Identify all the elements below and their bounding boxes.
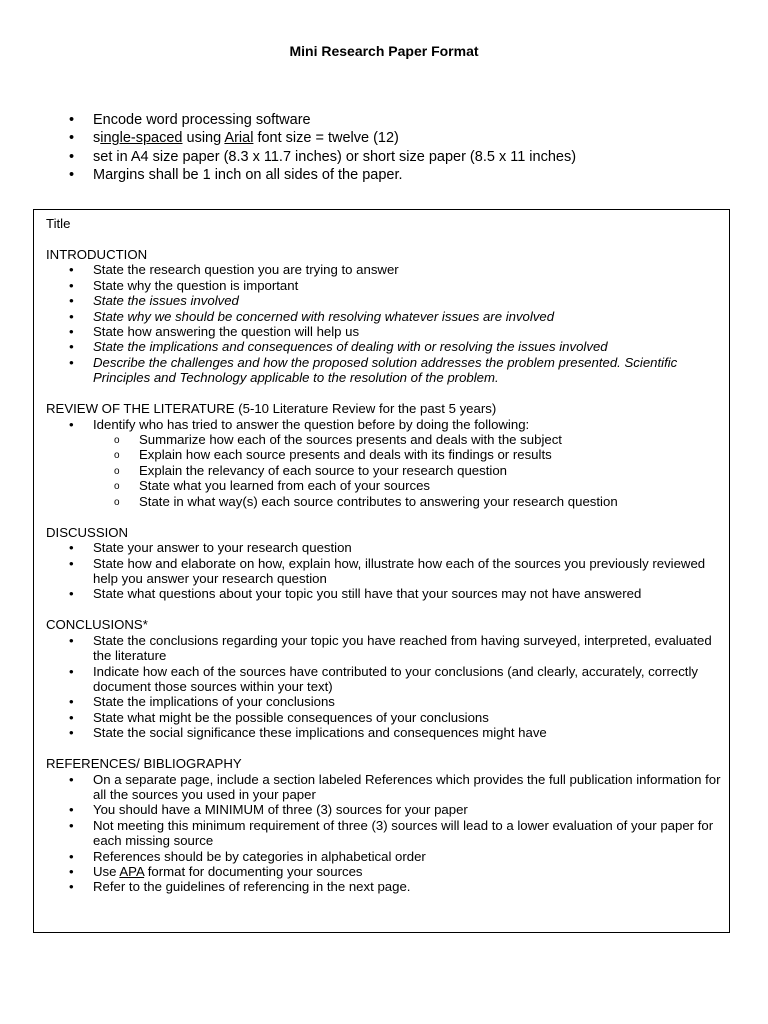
sub-list-item: o Summarize how each of the sources presents and deals with the subject — [46, 432, 721, 447]
section-heading-literature: REVIEW OF THE LITERATURE (5-10 Literature Review for the past 5 years) — [46, 401, 497, 417]
outline-box — [33, 209, 730, 933]
text-run: font size = twelve (12) — [253, 130, 399, 147]
format-requirements-list — [66, 111, 576, 184]
literature-list — [46, 417, 721, 509]
document-title: Mini Research Paper Format — [289, 43, 479, 59]
sub-list-item: o Explain how each source presents and deals with its findings or results — [46, 447, 721, 462]
list-item-text: Identify who has tried to answer the question before by doing the following: — [93, 416, 530, 432]
list-item: • State the implications of your conclusions — [46, 694, 721, 709]
sub-list-item: o State in what way(s) each source contributes to answering your research question — [46, 494, 721, 509]
conclusions-list — [46, 633, 721, 741]
text-run: Use — [93, 864, 120, 879]
list-item: • On a separate page, include a section labeled References which provides the full publication information for all the sources you used in your paper — [46, 772, 721, 803]
list-item — [46, 417, 721, 509]
list-item: • Describe the challenges and how the proposed solution addresses the problem presented. Scientific Principles and Technology applicable to the resolution of the problem. — [46, 355, 721, 386]
list-item: • set in A4 size paper (8.3 x 11.7 inches) or short size paper (8.5 x 11 inches) — [66, 148, 576, 166]
section-heading-introduction: INTRODUCTION — [46, 247, 148, 262]
sub-list-item: o Explain the relevancy of each source to your research question — [46, 463, 721, 478]
list-item — [46, 864, 721, 879]
underlined-text: APA — [119, 864, 145, 879]
list-item: • You should have a MINIMUM of three (3) sources for your paper — [46, 802, 721, 817]
outline-content — [46, 216, 721, 895]
list-item: • Encode word processing software — [66, 111, 576, 129]
list-item: • State why we should be concerned with resolving whatever issues are involved — [46, 309, 721, 324]
list-item: • Margins shall be 1 inch on all sides of the paper. — [66, 166, 576, 184]
literature-sublist — [93, 432, 721, 509]
list-item: • Not meeting this minimum requirement of three (3) sources will lead to a lower evaluation of your paper for each missing source — [46, 818, 721, 849]
section-heading-references: REFERENCES/ BIBLIOGRAPHY — [46, 756, 242, 772]
list-item: • State how answering the question will help us — [46, 324, 721, 339]
list-item: • State how and elaborate on how, explain how, illustrate how each of the sources you previously reviewed help you answer your research question — [46, 556, 721, 587]
text-run: format for documenting your sources — [144, 864, 363, 879]
text-run: s — [93, 130, 101, 147]
title-label: Title — [46, 216, 71, 231]
list-item: • State the implications and consequences of dealing with or resolving the issues involved — [46, 339, 721, 354]
list-item: • State what questions about your topic you still have that your sources may not have answered — [46, 586, 721, 601]
section-heading-discussion: DISCUSSION — [46, 524, 129, 540]
list-item: • State the research question you are trying to answer — [46, 262, 721, 277]
list-item: • State the social significance these implications and consequences might have — [46, 725, 721, 740]
list-item: • State why the question is important — [46, 278, 721, 293]
sub-list-item: o State what you learned from each of your sources — [46, 478, 721, 493]
section-heading-conclusions: CONCLUSIONS* — [46, 617, 148, 633]
list-item: • References should be by categories in alphabetical order — [46, 849, 721, 864]
list-item: • State what might be the possible consequences of your conclusions — [46, 710, 721, 725]
introduction-list — [46, 262, 721, 385]
list-item: • State the issues involved — [46, 293, 721, 308]
discussion-list — [46, 540, 721, 602]
list-item: • State the conclusions regarding your topic you have reached from having surveyed, interpreted, evaluated the literature — [46, 633, 721, 664]
underlined-text: Arial — [224, 130, 254, 147]
references-list — [46, 772, 721, 895]
list-item: • Refer to the guidelines of referencing in the next page. — [46, 879, 721, 894]
list-item — [66, 129, 576, 147]
list-item: • Indicate how each of the sources have contributed to your conclusions (and clearly, accurately, correctly document those sources within your text) — [46, 664, 721, 695]
list-item: • State your answer to your research question — [46, 540, 721, 555]
text-run: using — [182, 130, 225, 147]
underlined-text: ingle-spaced — [100, 130, 183, 147]
